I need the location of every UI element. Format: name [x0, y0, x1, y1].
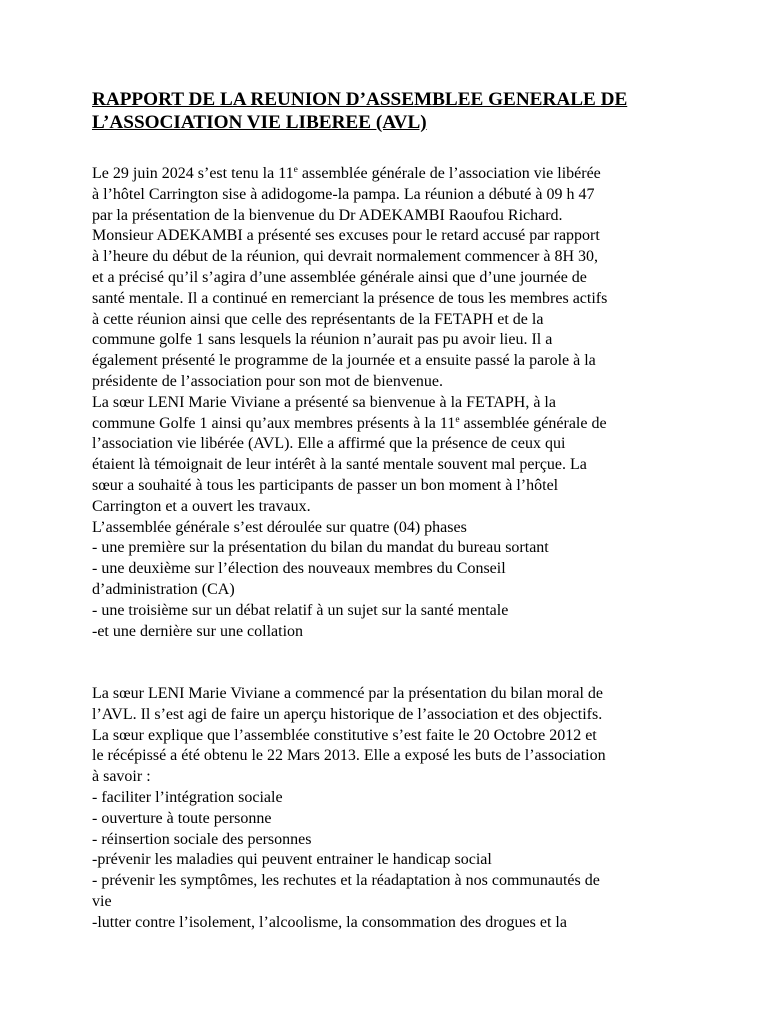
phase-item: -et une dernière sur une collation: [92, 622, 304, 640]
intro-line-10: également présenté le programme de la journée et a ensuite passé la parole à la: [92, 352, 596, 370]
bilan-paragraph: [92, 684, 682, 934]
intro-line-1-text-a: Le 29 juin 2024 s’est tenu la 11: [92, 165, 294, 182]
phase-item: - une première sur la présentation du bilan du mandat du bureau sortant: [92, 539, 549, 557]
bilan-line-3: La sœur explique que l’assemblée constitutive s’est faite le 20 Octobre 2012 et: [92, 726, 597, 744]
bilan-line-1: La sœur LENI Marie Viviane a commencé par la présentation du bilan moral de: [92, 684, 603, 702]
welcome-line-3: l’association vie libérée (AVL). Elle a affirmé que la présence de ceux qui: [92, 435, 566, 453]
phase-item-continuation: d’administration (CA): [92, 580, 235, 598]
intro-line-9: commune golfe 1 sans lesquels la réunion n’aurait pas pu avoir lieu. Il a: [92, 331, 553, 349]
paragraph-spacer: [92, 663, 682, 684]
goal-item: - réinsertion sociale des personnes: [92, 830, 312, 848]
intro-line-1: [92, 164, 682, 185]
welcome-line-4: étaient là témoignait de leur intérêt à la santé mentale souvent mal perçue. La: [92, 456, 587, 474]
bilan-line-4: le récépissé a été obtenu le 22 Mars 2013. Elle a exposé les buts de l’association: [92, 747, 606, 765]
goal-item-continuation: vie: [92, 892, 112, 910]
report-title: [92, 88, 682, 134]
document-page: [92, 88, 682, 933]
phases-intro: L’assemblée générale s’est déroulée sur quatre (04) phases: [92, 518, 467, 536]
goal-item: - faciliter l’intégration sociale: [92, 788, 283, 806]
goal-item: -prévenir les maladies qui peuvent entrainer le handicap social: [92, 851, 492, 869]
welcome-line-5: sœur a souhaité à tous les participants de passer un bon moment à l’hôtel: [92, 476, 559, 494]
welcome-line-2-text-b: assemblée générale de: [459, 414, 607, 432]
intro-line-2: à l’hôtel Carrington sise à adidogome-la pampa. La réunion a débuté à 09 h 47: [92, 185, 595, 203]
welcome-line-6: Carrington et a ouvert les travaux.: [92, 497, 311, 515]
goal-item: -lutter contre l’isolement, l’alcoolisme, la consommation des drogues et la: [92, 913, 567, 931]
intro-line-1-text-b: assemblée générale de l’association vie libérée: [297, 165, 601, 182]
phases-list: [92, 518, 682, 643]
goal-item: - ouverture à toute personne: [92, 809, 272, 827]
intro-line-8: à cette réunion ainsi que celle des représentants de la FETAPH et de la: [92, 310, 544, 328]
phase-item: - une troisième sur un débat relatif à un sujet sur la santé mentale: [92, 601, 509, 619]
bilan-line-2: l’AVL. Il s’est agi de faire un aperçu historique de l’association et des objectifs.: [92, 705, 603, 723]
intro-line-5: à l’heure du début de la réunion, qui devrait normalement commencer à 8H 30,: [92, 248, 599, 266]
ordinal-superscript: e: [293, 165, 298, 175]
intro-line-11: présidente de l’association pour son mot de bienvenue.: [92, 372, 444, 390]
intro-line-6: et a précisé qu’il s’agira d’une assemblée générale ainsi que d’une journée de: [92, 268, 587, 286]
intro-paragraph: [92, 164, 682, 393]
welcome-line-1: La sœur LENI Marie Viviane a présenté sa bienvenue à la FETAPH, à la: [92, 393, 556, 411]
intro-line-4: Monsieur ADEKAMBI a présenté ses excuses pour le retard accusé par rapport: [92, 227, 600, 245]
intro-line-7: santé mentale. Il a continué en remerciant la présence de tous les membres actifs: [92, 289, 608, 307]
ordinal-superscript: e: [455, 414, 460, 425]
goal-item: - prévenir les symptômes, les rechutes et la réadaptation à nos communautés de: [92, 872, 600, 890]
welcome-line-2: [92, 414, 682, 435]
report-title-line-2: L’ASSOCIATION VIE LIBEREE (AVL): [92, 112, 427, 133]
report-title-line-1: RAPPORT DE LA REUNION D’ASSEMBLEE GENERALE DE: [92, 89, 628, 110]
welcome-paragraph: [92, 393, 682, 518]
bilan-line-5: à savoir :: [92, 768, 151, 786]
intro-line-3: par la présentation de la bienvenue du Dr ADEKAMBI Raoufou Richard.: [92, 206, 563, 224]
paragraph-spacer: [92, 642, 682, 663]
phase-item: - une deuxième sur l’élection des nouveaux membres du Conseil: [92, 560, 506, 578]
welcome-line-2-text-a: commune Golfe 1 ainsi qu’aux membres présents à la 11: [92, 414, 456, 432]
